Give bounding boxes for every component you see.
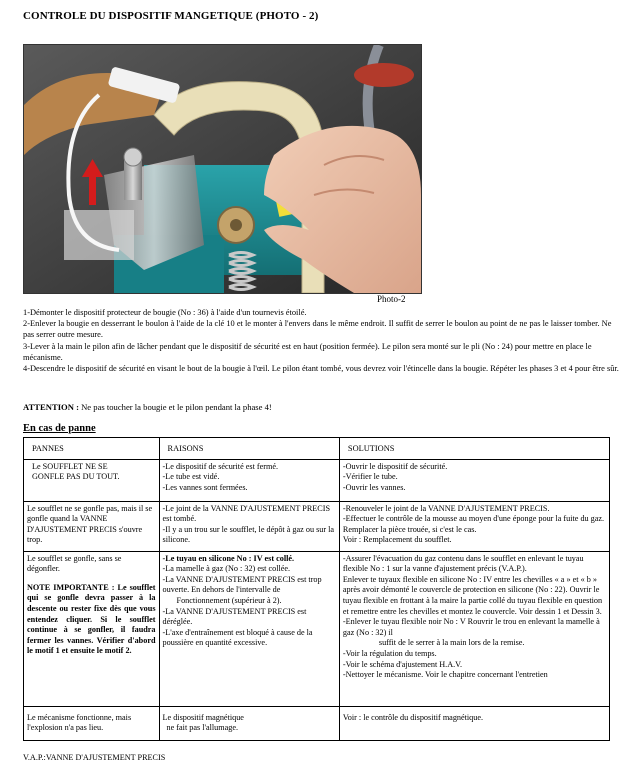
solution-line: -Vérifier le tube. [342,472,398,482]
solution-line: -Renouveler le joint de la VANNE D'AJUSTEMENT PRECIS. [342,503,550,513]
solutions-cell [339,459,609,501]
solutions-cell [339,551,609,706]
solution-line: -Assurer l'évacuation du gaz contenu dans le soufflet en enlevant le tuyau flexible No : 1 sur la vanne d'ajustement précis (V.A.P.). [342,553,584,574]
header-pannes: PANNES [24,438,160,460]
panne-intro: Le soufflet se gonfle, sans se dégonfler. [27,553,122,574]
attention-label: ATTENTION : [23,402,79,412]
panne-cell [24,551,160,706]
attention-text: Ne pas toucher la bougie et le pilon pendant la phase 4! [78,402,272,412]
instruction-steps [23,307,619,374]
raison-line: -Le joint de la VANNE D'AJUSTEMENT PRECIS est tombé. [162,503,331,524]
important-note: NOTE IMPORTANTE : Le soufflet qui se gonfle devra passer à la descente ou rester fixe dès que vous entendez cliquer. Si le soufflet continue à se gonfler, il faudra fermer les vannes. Vérifier d'abord le motif 1 et ensuite le motif 2. [27,582,156,656]
raison-line: -La mamelle à gaz (No : 32) est collée. [162,564,291,574]
step-3: 3-Lever à la main le pilon afin de lâcher pendant que le dispositif de sécurité est en haut (position fermée). Le pilon sera monté sur le pli (No : 24) pour mettre en place le mécanisme. [23,341,592,362]
troubleshooting-table [23,437,610,741]
raisons-cell [159,706,339,740]
section-title: En cas de panne [23,423,96,434]
solution-line: -Effectuer le contrôle de la mousse au moyen d'une éponge pour la fuite du gaz. Remplacer la pièce trouée, si c'est le cas. [342,514,605,534]
step-2: 2-Enlever la bougie en desserrant le boulon à l'aide de la clé 10 et le monter à l'envers dans le même endroit. Il suffit de serrer le boulon au point de ne pas le laisser tomber. Ne pas serrer outre mesure. [23,319,612,340]
solution-line: -Ouvrir le dispositif de sécurité. [342,461,448,471]
header-raisons: RAISONS [159,438,339,460]
solution-line: -Ouvrir les vannes. [342,482,406,492]
step-4: 4-Descendre le dispositif de sécurité en visant le bout de la bougie à l'œil. Le pilon étant tombé, vous devrez voir l'étincelle dans la bougie. Répéter les phases 3 et 4 pour être sûr. [23,364,619,374]
panne-line: Le SOUFFLET NE SE [32,461,108,471]
table-row [24,551,610,706]
raison-line: -La VANNE D'AJUSTEMENT PRECIS est déréglée. [162,606,307,627]
solution-line: Enlever te tuyaux flexible en silicone No : IV entre les chevilles « a » et « b » après avoir démonté le couvercle de protection en silicone (No : 22). Ouvrir le tuyau flexible en frottant à la maire la partie collé du tuyau flexible en question et remettre entre les chevilles et montez le couvercle. Voir dessin 1 et Dessin 3. [342,574,603,616]
raison-line: Le dispositif magnétique [162,712,244,722]
raison-line: -Le tuyau en silicone No : IV est collé. [162,553,295,563]
raison-line: -Le dispositif de sécurité est fermé. [162,461,279,471]
solution-line: -Voir le schéma d'ajustement H.A.V. [342,659,463,669]
raison-line: -L'axe d'entraînement est bloqué à cause de la poussière en quantité excessive. [162,627,313,648]
solution-line: -Enlever le tuyau flexible noir No : V Rouvrir le trou en enlevant la mamelle à gaz (No : 32) il [342,617,600,637]
raison-line: -Les vannes sont fermées. [162,482,248,492]
photo-illustration [24,45,421,293]
solution-line: Voir : Remplacement du soufflet. [342,535,452,545]
table-header-row [24,438,610,460]
raisons-cell [159,501,339,551]
solution-line: suffit de le serrer à la main lors de la remise. [378,638,525,648]
header-solutions: SOLUTIONS [339,438,609,460]
raison-line: -La VANNE D'AJUSTEMENT PRECIS est trop ouverte. En dehors de l'intervalle de [162,574,322,595]
raison-line: -Il y a un trou sur le soufflet, le dépôt à gaz ou sur la silicone. [162,524,335,545]
panne-cell: Le mécanisme fonctionne, mais l'explosion n'a pas lieu. [24,706,160,740]
raisons-cell [159,459,339,501]
panne-cell [24,459,160,501]
page-title: CONTROLE DU DISPOSITIF MANGETIQUE (PHOTO - 2) [23,10,319,22]
raisons-cell [159,551,339,706]
attention-note [23,402,272,412]
table-row [24,459,610,501]
footer-note: V.A.P.:VANNE D'AJUSTEMENT PRECIS [23,753,166,762]
solution-line: -Nettoyer le mécanisme. Voir le chapitre concernant l'entretien [342,670,548,680]
panne-line: GONFLE PAS DU TOUT. [32,472,120,482]
solutions-cell [339,501,609,551]
raison-line: ne fait pas l'allumage. [166,723,239,733]
table-row [24,706,610,740]
solutions-cell: Voir : le contrôle du dispositif magnétique. [339,706,609,740]
photo-2-image [23,44,422,294]
solution-line: -Voir la régulation du temps. [342,648,437,658]
raison-line: Fonctionnement (supérieur à 2). [176,595,282,605]
step-1: 1-Démonter le dispositif protecteur de bougie (No : 36) à l'aide d'un tournevis étoilé. [23,308,307,317]
panne-cell: Le soufflet ne se gonfle pas, mais il se gonfle quand la VANNE D'AJUSTEMENT PRECIS s'ouvre trop. [24,501,160,551]
table-row [24,501,610,551]
photo-caption: Photo-2 [377,294,406,304]
raison-line: -Le tube est vidé. [162,472,220,482]
